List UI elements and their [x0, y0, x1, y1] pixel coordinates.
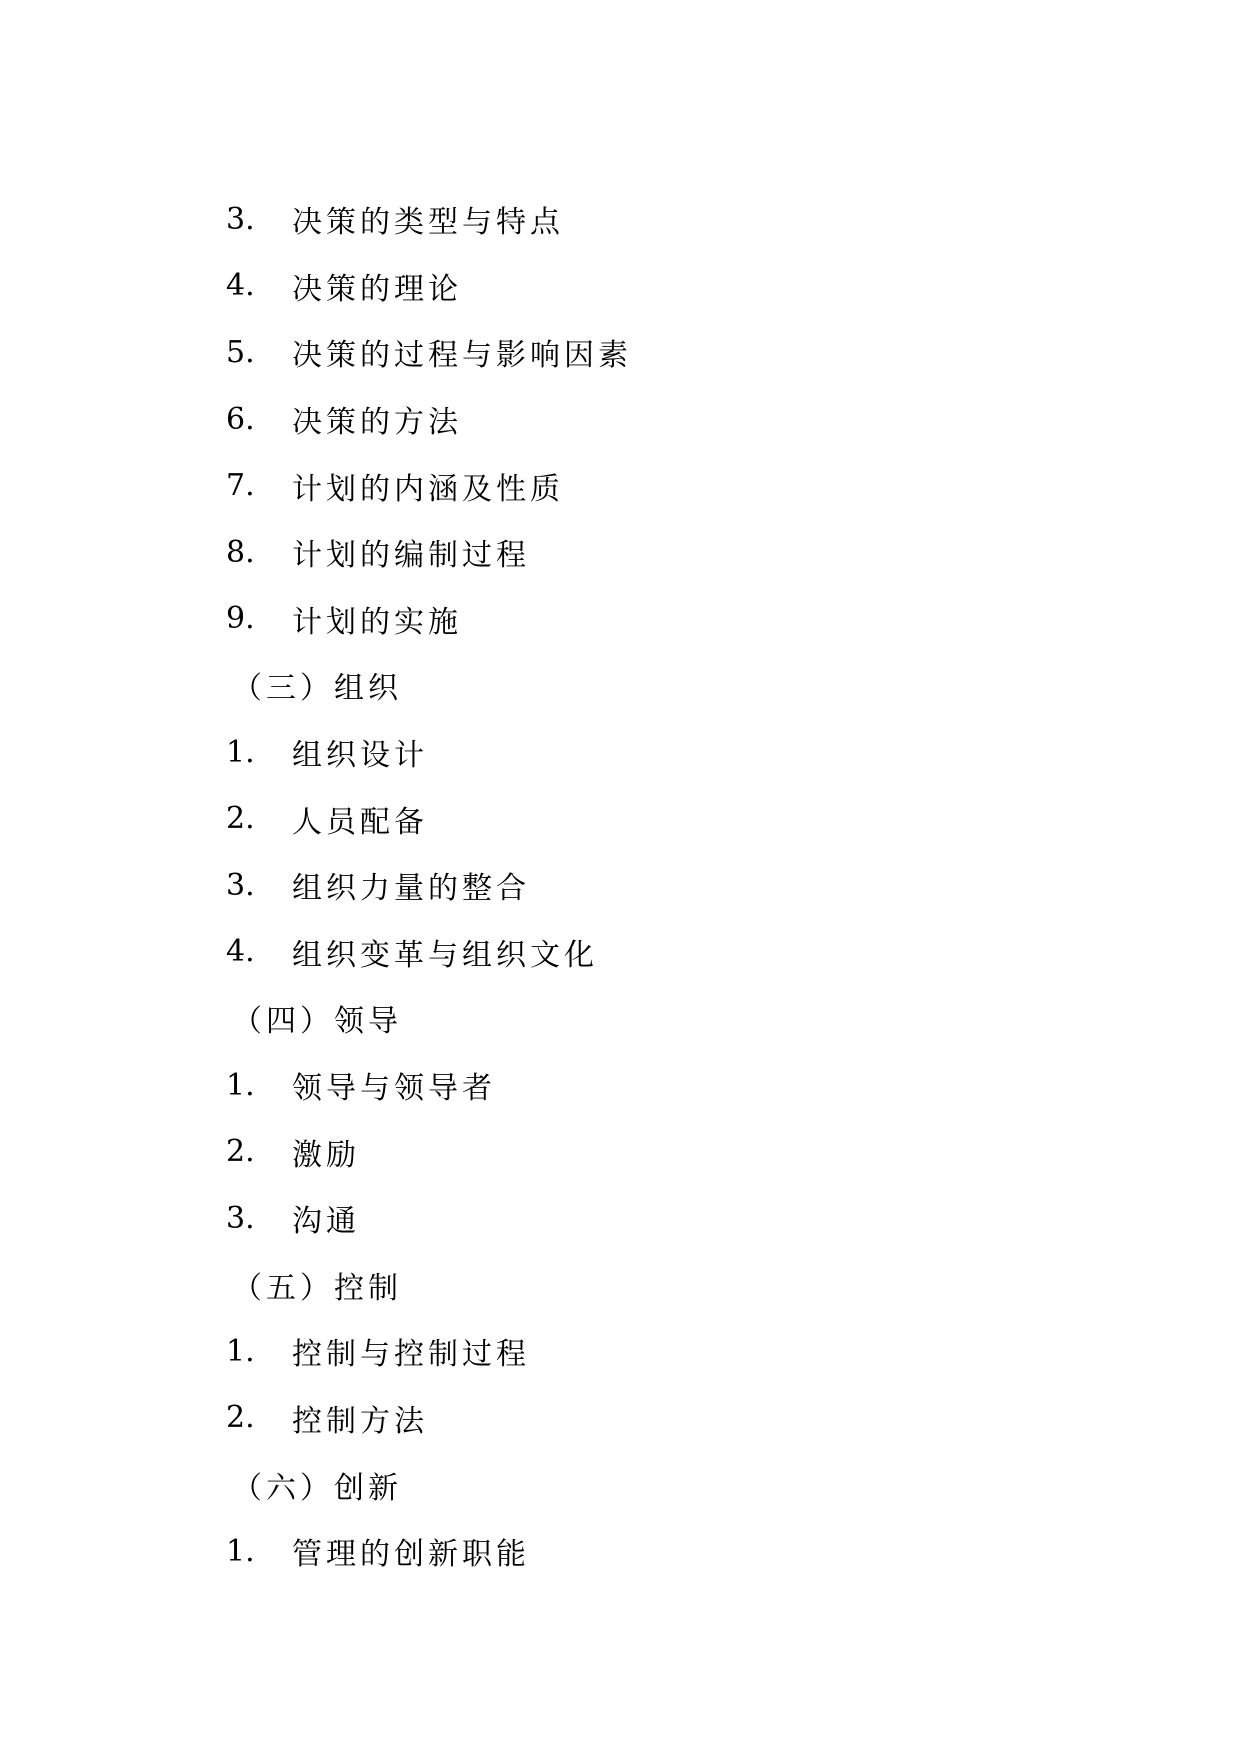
section-heading	[226, 1451, 1126, 1518]
section-heading-text: （四）领导	[232, 1004, 402, 1040]
item-text: 计划的内涵及性质	[292, 471, 564, 507]
item-text: 决策的类型与特点	[292, 205, 564, 241]
outline-item	[226, 1185, 1126, 1252]
section-heading	[226, 652, 1126, 719]
outline-item	[226, 919, 1126, 986]
item-number: 2.	[226, 1400, 255, 1436]
outline-item	[226, 852, 1126, 919]
outline-item	[226, 1052, 1126, 1119]
item-number: 1.	[226, 1533, 255, 1569]
item-number: 8.	[226, 534, 255, 570]
item-number: 9.	[226, 601, 255, 637]
outline-item	[226, 1318, 1126, 1385]
item-number: 3.	[226, 867, 255, 903]
section-heading-text: （五）控制	[232, 1270, 402, 1306]
item-number: 4.	[226, 934, 255, 970]
item-number: 5.	[226, 334, 255, 370]
item-text: 决策的理论	[292, 271, 462, 307]
item-number: 6.	[226, 401, 255, 437]
item-number: 1.	[226, 1333, 255, 1369]
item-number: 2.	[226, 801, 255, 837]
section-heading-text: （六）创新	[232, 1470, 402, 1506]
item-text: 组织变革与组织文化	[292, 937, 598, 973]
item-number: 1.	[226, 1067, 255, 1103]
item-number: 3.	[226, 1200, 255, 1236]
item-text: 决策的过程与影响因素	[292, 338, 632, 374]
section-heading	[226, 1252, 1126, 1319]
item-text: 管理的创新职能	[292, 1537, 530, 1573]
item-text: 控制与控制过程	[292, 1337, 530, 1373]
item-number: 3.	[226, 201, 255, 237]
outline-item	[226, 386, 1126, 453]
item-text: 决策的方法	[292, 405, 462, 441]
outline-item	[226, 719, 1126, 786]
item-number: 4.	[226, 268, 255, 304]
outline-item	[226, 519, 1126, 586]
item-text: 计划的实施	[292, 604, 462, 640]
item-text: 激励	[292, 1137, 360, 1173]
outline-item	[226, 1385, 1126, 1452]
outline-item	[226, 319, 1126, 386]
item-number: 1.	[226, 734, 255, 770]
outline-item	[226, 186, 1126, 253]
outline-item	[226, 1118, 1126, 1185]
section-heading	[226, 985, 1126, 1052]
item-text: 组织设计	[292, 738, 428, 774]
outline-item	[226, 1518, 1126, 1585]
item-text: 领导与领导者	[292, 1071, 496, 1107]
item-number: 2.	[226, 1134, 255, 1170]
outline-item	[226, 452, 1126, 519]
outline-item	[226, 253, 1126, 320]
item-text: 组织力量的整合	[292, 871, 530, 907]
item-number: 7.	[226, 468, 255, 504]
item-text: 沟通	[292, 1204, 360, 1240]
section-heading-text: （三）组织	[232, 671, 402, 707]
item-text: 控制方法	[292, 1403, 428, 1439]
outline-item	[226, 586, 1126, 653]
outline-list	[226, 186, 1126, 1584]
outline-item	[226, 785, 1126, 852]
item-text: 人员配备	[292, 804, 428, 840]
item-text: 计划的编制过程	[292, 538, 530, 574]
